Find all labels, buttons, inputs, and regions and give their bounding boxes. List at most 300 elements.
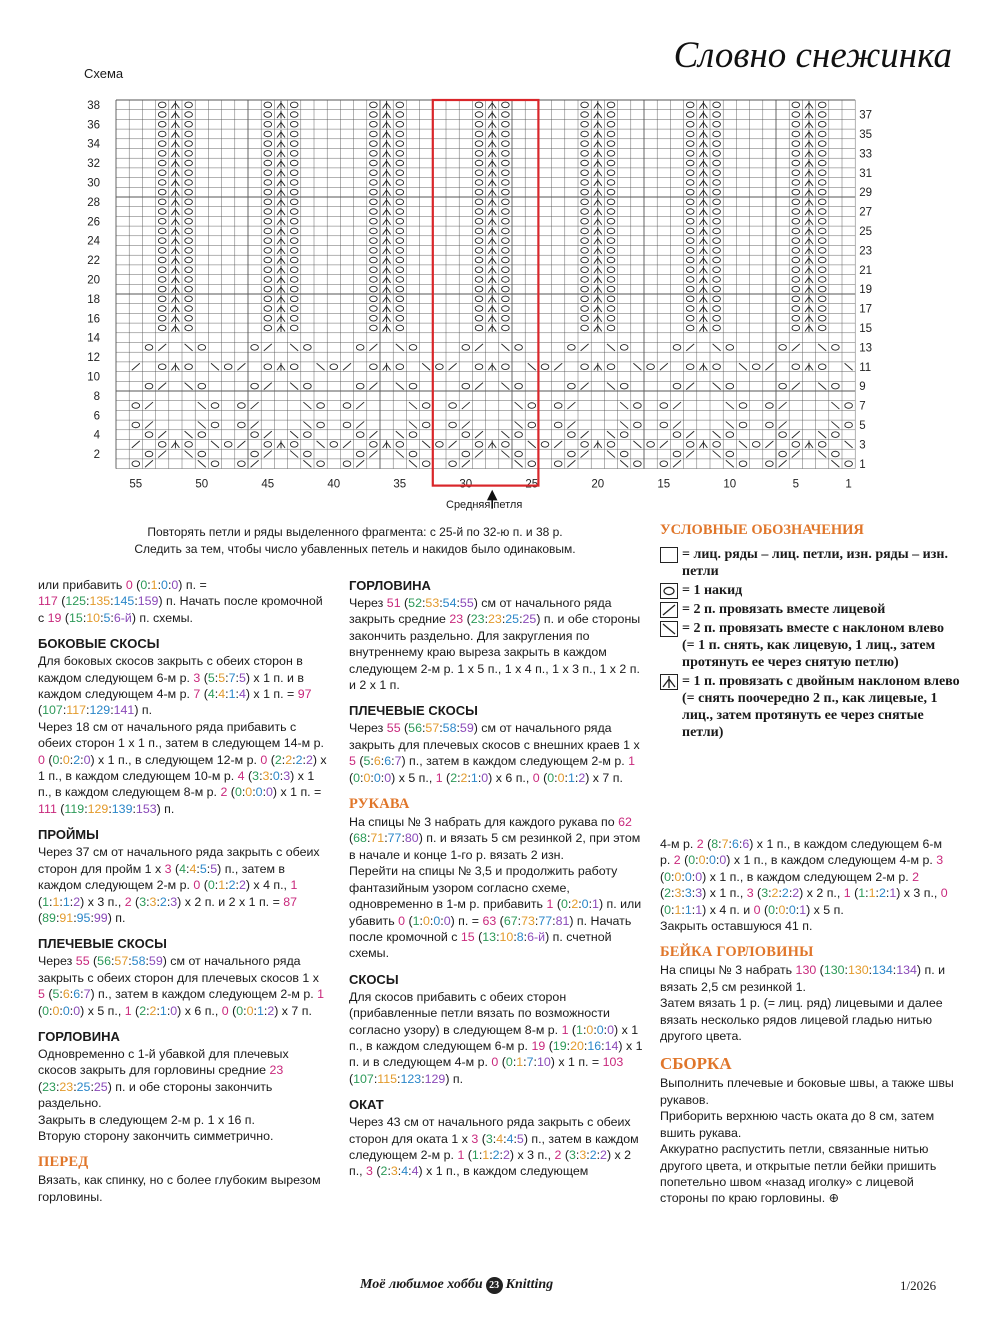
yarn-over-mark [607, 277, 615, 283]
double-decrease-mark [488, 246, 496, 254]
double-decrease-mark [699, 237, 707, 245]
yarn-over-mark [818, 286, 826, 292]
double-decrease-mark [594, 440, 602, 448]
ssk-mark [845, 363, 853, 370]
yarn-over-mark [713, 121, 721, 127]
yarn-over-mark [818, 218, 826, 224]
paragraph: Закрыть оставшуюся 41 п. [660, 919, 813, 934]
col-label: 10 [723, 478, 737, 491]
ssk-mark [845, 441, 853, 448]
yarn-over-mark [581, 121, 589, 127]
yarn-over-mark [264, 364, 272, 370]
ssk-mark [501, 451, 509, 458]
row-label-left: 28 [87, 196, 100, 209]
yarn-over-mark [766, 461, 774, 467]
yarn-over-mark [686, 218, 694, 224]
paragraph: На спицы № 3 набрать 130 (130:130:134:134) п. и вязать 2,5 см резинкой 1. [660, 963, 946, 994]
yarn-over-mark [238, 422, 246, 428]
yarn-over-mark [779, 383, 787, 389]
k2tog-mark [356, 402, 364, 409]
ssk-mark [607, 451, 615, 458]
yarn-over-mark [198, 383, 206, 389]
yarn-over-mark [132, 422, 140, 428]
double-decrease-mark [383, 246, 391, 254]
yarn-over-mark [145, 451, 153, 457]
yarn-over-mark [502, 218, 510, 224]
yarn-over-mark [713, 112, 721, 118]
k2tog-mark [686, 451, 694, 458]
k2tog-mark [581, 344, 589, 351]
k2tog-mark [356, 460, 364, 467]
double-decrease-mark [805, 130, 813, 138]
double-decrease-mark [383, 285, 391, 293]
yarn-over-mark [317, 461, 325, 467]
yarn-over-mark [607, 325, 615, 331]
double-decrease-mark [277, 208, 285, 216]
yarn-over-mark [238, 403, 246, 409]
yarn-over-mark [686, 277, 694, 283]
ssk-mark [396, 431, 404, 438]
yarn-over-mark [607, 286, 615, 292]
yarn-over-mark [264, 189, 272, 195]
yarn-over-mark [422, 403, 430, 409]
yarn-over-mark [568, 345, 576, 351]
yarn-over-mark [462, 345, 470, 351]
yarn-over-mark [185, 325, 193, 331]
yarn-over-mark [370, 102, 378, 108]
ssk-mark [607, 383, 615, 390]
k2tog-mark [369, 383, 377, 390]
yarn-over-mark [396, 364, 404, 370]
yarn-over-mark [370, 112, 378, 118]
k2tog-mark [237, 441, 245, 448]
yarn-over-mark [502, 209, 510, 215]
yarn-over-mark [818, 257, 826, 263]
ssk-mark [317, 363, 325, 370]
yarn-over-mark [343, 422, 351, 428]
double-decrease-mark [488, 188, 496, 196]
double-decrease-mark [277, 159, 285, 167]
yarn-over-mark [686, 325, 694, 331]
yarn-over-mark [185, 228, 193, 234]
paragraph: Затем вязать 1 р. (= лиц. ряд) лицевыми и далее вязать несколько рядов лицевой гладью нитью другого цвета. [660, 996, 943, 1044]
double-decrease-mark [594, 324, 602, 332]
k2tog-mark [449, 441, 457, 448]
section-heading: СБОРКА [660, 1054, 732, 1074]
yarn-over-mark [158, 364, 166, 370]
yarn-over-mark [158, 286, 166, 292]
ssk-mark [409, 460, 417, 467]
double-decrease-mark [383, 237, 391, 245]
yarn-over-mark [792, 199, 800, 205]
empty-square-icon [660, 547, 678, 563]
row-label-left: 12 [87, 352, 100, 365]
k2tog-mark [779, 402, 787, 409]
legend-item-knit [660, 546, 960, 580]
yarn-over-mark [475, 267, 483, 273]
yarn-over-mark [818, 180, 826, 186]
yarn-over-mark [515, 432, 523, 438]
double-decrease-mark [171, 149, 179, 157]
yarn-over-mark [158, 102, 166, 108]
yarn-over-mark [224, 364, 232, 370]
yarn-over-mark [264, 131, 272, 137]
ssk-mark [211, 441, 219, 448]
yarn-over-mark [818, 131, 826, 137]
double-decrease-mark [699, 169, 707, 177]
double-decrease-mark [383, 275, 391, 283]
yarn-over-mark [607, 199, 615, 205]
yarn-over-mark [792, 170, 800, 176]
double-decrease-mark [488, 295, 496, 303]
ssk-mark [303, 460, 311, 467]
yarn-over-mark [475, 199, 483, 205]
yarn-over-mark [686, 315, 694, 321]
yarn-over-mark [581, 286, 589, 292]
yarn-over-mark [409, 345, 417, 351]
double-decrease-mark [171, 140, 179, 148]
k2tog-mark [462, 421, 470, 428]
double-decrease-mark [171, 120, 179, 128]
yarn-over-mark [647, 442, 655, 448]
double-decrease-mark [383, 227, 391, 235]
k2tog-mark [581, 451, 589, 458]
yarn-over-mark [475, 364, 483, 370]
double-decrease-mark [488, 208, 496, 216]
double-decrease-mark [383, 120, 391, 128]
yarn-over-mark [818, 364, 826, 370]
yarn-over-mark [370, 209, 378, 215]
col-label: 25 [525, 478, 539, 491]
yarn-over-mark [818, 160, 826, 166]
k2tog-mark [567, 402, 575, 409]
double-decrease-mark [488, 159, 496, 167]
yarn-over-mark [264, 228, 272, 234]
ssk-mark [290, 344, 298, 351]
yarn-over-mark [792, 160, 800, 166]
k2tog-mark [264, 451, 272, 458]
yarn-over-mark [686, 151, 694, 157]
yarn-over-mark [502, 248, 510, 254]
k2tog-mark [158, 451, 166, 458]
ssk-mark [185, 431, 193, 438]
double-decrease-mark [277, 305, 285, 313]
double-decrease-mark [277, 111, 285, 119]
double-decrease-mark [383, 256, 391, 264]
yarn-over-mark [158, 238, 166, 244]
yarn-over-mark [792, 248, 800, 254]
yarn-over-mark [792, 442, 800, 448]
k2tog-mark [660, 363, 668, 370]
double-decrease-mark [383, 149, 391, 157]
yarn-over-mark [502, 102, 510, 108]
double-decrease-mark [171, 169, 179, 177]
double-decrease-mark [277, 130, 285, 138]
yarn-over-mark [396, 199, 404, 205]
yarn-over-mark [686, 170, 694, 176]
double-decrease-mark [805, 266, 813, 274]
yarn-over-mark [792, 131, 800, 137]
yarn-over-mark [475, 131, 483, 137]
yarn-over-mark [686, 180, 694, 186]
yarn-over-icon [660, 583, 678, 599]
ssk-mark [620, 402, 628, 409]
row-label-right: 5 [859, 419, 866, 432]
paragraph: Вторую сторону закончить симметрично. [38, 1128, 274, 1143]
yarn-over-mark [422, 422, 430, 428]
yarn-over-mark [726, 432, 734, 438]
yarn-over-mark [818, 151, 826, 157]
yarn-over-mark [158, 267, 166, 273]
yarn-over-mark [198, 345, 206, 351]
double-decrease-mark [699, 159, 707, 167]
yarn-over-mark [370, 238, 378, 244]
row-label-right: 27 [859, 206, 872, 219]
double-decrease-mark [383, 101, 391, 109]
yarn-over-mark [792, 209, 800, 215]
double-decrease-mark [383, 305, 391, 313]
section-heading: ПЛЕЧЕВЫЕ СКОСЫ [349, 703, 478, 719]
yarn-over-mark [792, 296, 800, 302]
ssk-mark [198, 421, 206, 428]
yarn-over-mark [818, 112, 826, 118]
legend-text: = лиц. ряды – лиц. петли, изн. ряды – изн. петли [682, 547, 948, 579]
yarn-over-mark [185, 160, 193, 166]
k2tog-mark [475, 451, 483, 458]
yarn-over-mark [185, 189, 193, 195]
yarn-over-mark [370, 151, 378, 157]
yarn-over-mark [792, 102, 800, 108]
double-decrease-mark [594, 198, 602, 206]
yarn-over-mark [304, 383, 312, 389]
yarn-over-mark [607, 180, 615, 186]
yarn-over-mark [185, 170, 193, 176]
double-decrease-mark [594, 363, 602, 371]
yarn-over-mark [502, 141, 510, 147]
paragraph: Вязать, как спинку, но с более глубоким вырезом горловины. [38, 1173, 321, 1204]
double-decrease-mark [277, 314, 285, 322]
paragraph: или прибавить 0 (0:1:0:0) п. = [38, 578, 207, 592]
yarn-over-mark [581, 248, 589, 254]
yarn-over-mark [607, 267, 615, 273]
double-decrease-mark [699, 295, 707, 303]
ssk-mark [515, 402, 523, 409]
yarn-over-mark [779, 432, 787, 438]
row-label-left: 32 [87, 158, 100, 171]
double-decrease-mark [805, 101, 813, 109]
paragraph: Перейти на спицы № 3,5 и продолжить работу фантазийным узором согласно схеме, одновременно в 1-м р. прибавить 1 (0:2:0:1) п. или убавить 0 (1:0:0:0) п. = 63 (67:73:77:81) п. Начать после кромочной с 15 (13:10:8:6-й) п. счетной схемы. [349, 864, 642, 961]
yarn-over-mark [475, 121, 483, 127]
double-decrease-mark [488, 285, 496, 293]
yarn-over-mark [686, 160, 694, 166]
yarn-over-mark [264, 112, 272, 118]
row-label-right: 19 [859, 284, 872, 297]
yarn-over-mark [502, 267, 510, 273]
row-label-left: 2 [93, 449, 100, 462]
double-decrease-mark [594, 120, 602, 128]
double-decrease-mark [277, 169, 285, 177]
row-label-right: 23 [859, 245, 872, 258]
yarn-over-mark [581, 151, 589, 157]
double-decrease-mark [699, 120, 707, 128]
paragraph: Выполнить плечевые и боковые швы, а также швы рукавов. [660, 1076, 954, 1107]
yarn-over-mark [224, 442, 232, 448]
yarn-over-mark [158, 151, 166, 157]
yarn-over-mark [290, 170, 298, 176]
yarn-over-mark [607, 315, 615, 321]
double-decrease-mark [699, 266, 707, 274]
yarn-over-mark [264, 218, 272, 224]
double-decrease-mark [594, 208, 602, 216]
footer-magazine [360, 1277, 553, 1294]
yarn-over-mark [502, 199, 510, 205]
yarn-over-mark [158, 315, 166, 321]
double-decrease-mark [488, 120, 496, 128]
yarn-over-mark [673, 383, 681, 389]
yarn-over-mark [528, 403, 536, 409]
yarn-over-mark [686, 286, 694, 292]
yarn-over-mark [396, 112, 404, 118]
k2tog-mark [449, 363, 457, 370]
yarn-over-mark [409, 451, 417, 457]
row-label-right: 21 [859, 264, 872, 277]
ssk-mark [739, 441, 747, 448]
yarn-over-mark [356, 345, 364, 351]
yarn-over-mark [370, 160, 378, 166]
brand-name: Knitting [505, 1277, 554, 1292]
ssk-mark [198, 460, 206, 467]
yarn-over-mark [343, 461, 351, 467]
yarn-over-mark [581, 141, 589, 147]
yarn-over-mark [581, 112, 589, 118]
k2tog-mark [660, 441, 668, 448]
paragraph: Через 51 (52:53:54:55) см от начального ряда закрыть средние 23 (23:23:25:25) п. и обе стороны закончить раздельно. Для закругления по внутреннему краю выреза закрыть в каждом следующем 2-м р. 1 x 5 п., 1 x 4 п., 1 x 3 п., 1 x 2 п. и 2 x 1 п. [349, 596, 641, 693]
double-decrease-mark [488, 149, 496, 157]
row-label-left: 14 [87, 332, 100, 345]
yarn-over-mark [620, 432, 628, 438]
k2tog-mark [158, 344, 166, 351]
yarn-over-mark [290, 267, 298, 273]
yarn-over-mark [158, 112, 166, 118]
yarn-over-mark [145, 432, 153, 438]
double-decrease-mark [488, 275, 496, 283]
k2tog-mark [567, 460, 575, 467]
yarn-over-mark [475, 218, 483, 224]
ssk-mark [528, 363, 536, 370]
yarn-over-mark [304, 451, 312, 457]
k2tog-mark [264, 383, 272, 390]
yarn-over-mark [158, 306, 166, 312]
yarn-over-mark [713, 325, 721, 331]
k2tog-mark [554, 363, 562, 370]
yarn-over-mark [607, 160, 615, 166]
ssk-mark [290, 451, 298, 458]
yarn-over-mark [792, 364, 800, 370]
yarn-over-mark [462, 451, 470, 457]
ssk-icon [660, 621, 678, 637]
yarn-over-mark [475, 170, 483, 176]
double-decrease-mark [171, 178, 179, 186]
yarn-over-mark [832, 432, 840, 438]
yarn-over-mark [686, 442, 694, 448]
yarn-over-mark [541, 442, 549, 448]
yarn-over-mark [686, 238, 694, 244]
yarn-over-mark [409, 432, 417, 438]
yarn-over-mark [396, 442, 404, 448]
yarn-over-mark [686, 121, 694, 127]
ssk-mark [818, 451, 826, 458]
yarn-over-mark [818, 189, 826, 195]
yarn-over-mark [396, 267, 404, 273]
double-decrease-mark [277, 295, 285, 303]
double-decrease-mark [488, 101, 496, 109]
row-label-right: 31 [859, 167, 872, 180]
yarn-over-mark [475, 180, 483, 186]
yarn-over-mark [185, 306, 193, 312]
double-decrease-mark [383, 159, 391, 167]
yarn-over-mark [158, 160, 166, 166]
legend-item-k2tog [660, 601, 960, 618]
issue-number: 1/2026 [900, 1278, 937, 1293]
yarn-over-mark [264, 180, 272, 186]
yarn-over-mark [475, 325, 483, 331]
yarn-over-mark [290, 131, 298, 137]
yarn-over-mark [581, 364, 589, 370]
yarn-over-mark [713, 170, 721, 176]
yarn-over-mark [475, 189, 483, 195]
yarn-over-mark [713, 442, 721, 448]
yarn-over-mark [185, 238, 193, 244]
legend-item-ssk [660, 620, 960, 671]
k2tog-mark [792, 383, 800, 390]
row-label-right: 3 [859, 439, 866, 452]
k2tog-mark [264, 431, 272, 438]
yarn-over-mark [290, 364, 298, 370]
ssk-mark [422, 363, 430, 370]
yarn-over-mark [832, 383, 840, 389]
yarn-over-mark [475, 315, 483, 321]
yarn-over-mark [713, 189, 721, 195]
yarn-over-mark [792, 151, 800, 157]
double-decrease-mark [805, 285, 813, 293]
ssk-mark [713, 451, 721, 458]
double-decrease-mark [699, 217, 707, 225]
col-label: 35 [393, 478, 407, 491]
ssk-mark [620, 460, 628, 467]
yarn-over-mark [185, 277, 193, 283]
yarn-over-mark [264, 160, 272, 166]
yarn-over-mark [660, 461, 668, 467]
ssk-mark [409, 421, 417, 428]
yarn-over-mark [158, 141, 166, 147]
section-heading: ОКАТ [349, 1097, 384, 1113]
double-decrease-mark [277, 188, 285, 196]
double-decrease-mark [699, 285, 707, 293]
double-decrease-mark [805, 208, 813, 216]
yarn-over-mark [581, 325, 589, 331]
yarn-over-mark [158, 228, 166, 234]
ssk-mark [396, 451, 404, 458]
yarn-over-mark [290, 325, 298, 331]
yarn-over-mark [251, 345, 259, 351]
yarn-over-mark [370, 141, 378, 147]
double-decrease-mark [805, 324, 813, 332]
paragraph: Для скосов прибавить с обеих сторон (прибавленные петли вязать по возможности согласно узору) в следующем 8-м р. 1 (1:0:0:0) x 1 п., в каждом следующем 6-м р. 19 (19:20:16:14) x 1 п. и в следующем 4-м р. 0 (0:1:7:10) x 1 п. = 103 (107:115:123:129) п. [349, 989, 643, 1086]
yarn-over-mark [264, 141, 272, 147]
yarn-over-mark [396, 238, 404, 244]
yarn-over-mark [211, 461, 219, 467]
yarn-over-mark [185, 218, 193, 224]
